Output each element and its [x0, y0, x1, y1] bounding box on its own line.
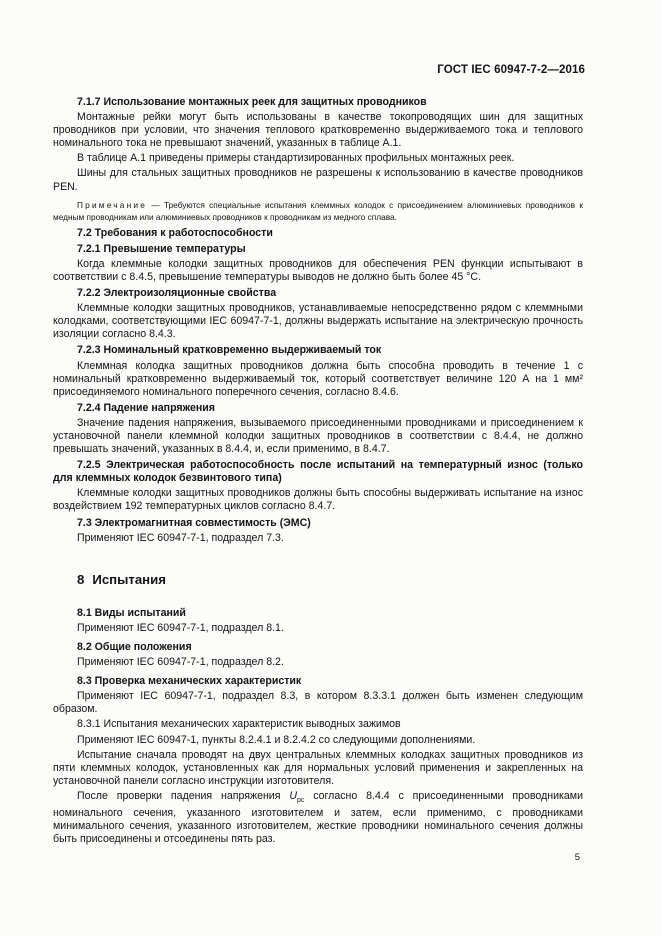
paragraph: Клеммные колодки защитных проводников должны быть способны выдерживать испытание на износ воздействием 192 температурных циклов согласно 8.4.7. [53, 487, 583, 513]
paragraph: Применяют IEC 60947-1, пункты 8.2.4.1 и 8.2.4.2 со следующими дополнениями. [77, 733, 476, 746]
note [53, 199, 583, 223]
paragraph: Шины для стальных защитных проводников не разрешены к использованию в качестве проводников PEN. [53, 167, 583, 193]
heading-7-2-1: 7.2.1 Превышение температуры [77, 242, 246, 255]
heading-8-2: 8.2 Общие положения [77, 641, 192, 653]
paragraph: Клеммная колодка защитных проводников должна быть способна проводить в течение 1 с номинальный кратковременно выдерживаемый ток, который соответствует величине 120 А на 1 мм² присоединяемого номинального поперечного сечения, согласно 8.4.6. [53, 359, 583, 398]
paragraph: Применяют IEC 60947-7-1, подраздел 7.3. [77, 531, 284, 544]
paragraph: Когда клеммные колодки защитных проводников для обеспечения PEN функции испытывают в соответствии с 8.4.5, превышение температуры выводов не должно быть более 45 °С. [53, 257, 583, 283]
paragraph: В таблице А.1 приведены примеры стандартизированных профильных монтажных реек. [77, 152, 515, 165]
section-8-heading [77, 573, 583, 586]
page-number: 5 [574, 852, 580, 863]
document-header: ГОСТ IEC 60947-7-2—2016 [437, 64, 585, 76]
heading-7-2: 7.2 Требования к работоспособности [77, 226, 273, 239]
symbol-subscript: pc [296, 797, 305, 805]
heading-7-3: 7.3 Электромагнитная совместимость (ЭМС) [77, 516, 311, 529]
heading-8-3: 8.3 Проверка механических характеристик [77, 675, 302, 688]
paragraph: Значение падения напряжения, вызываемого присоединенными проводниками и присоединением к установочной панели клеммной колодки защитных проводников в соответствии с 8.4.4, не должно превышать значений, указанных в 8.4.4, и, если применимо, в 8.4.7. [53, 416, 583, 456]
paragraph: Применяют IEC 60947-7-1, подраздел 8.1. [77, 621, 284, 634]
symbol-u: U [289, 789, 297, 802]
heading-8-1: 8.1 Виды испытаний [77, 606, 186, 619]
heading-7-2-5: 7.2.5 Электрическая работоспособность после испытаний на температурный износ (только для клеммных колодок безвинтового типа) [53, 459, 583, 485]
note-label: Примечание [77, 199, 148, 210]
heading-7-2-3: 7.2.3 Номинальный кратковременно выдерживаемый ток [77, 344, 382, 357]
subheading-8-3-1: 8.3.1 Испытания механических характеристик выводных зажимов [77, 718, 401, 731]
section-8-number: 8 [77, 571, 85, 587]
heading-7-2-2: 7.2.2 Электроизоляционные свойства [77, 287, 277, 300]
paragraph: Клеммные колодки защитных проводников, устанавливаемые непосредственно рядом с клеммными колодками, соответствующими IEC 60947-7-1, должны выдержать испытание на электрическую прочность изоляции согласно 8.4.3. [53, 302, 583, 341]
paragraph [53, 790, 583, 846]
paragraph: Применяют IEC 60947-7-1, подраздел 8.2. [77, 656, 284, 669]
paragraph: Испытание сначала проводят на двух центральных клеммных колодках защитных проводников из пяти клеммных колодок, установленных как для нормальных условий применения и закрепленных на установочной панели согласно инструкции изготовителя. [53, 748, 583, 787]
document-body [53, 93, 583, 848]
note-text: — Требуются специальные испытания клеммных колодок с присоединением алюминиевых проводников к медным проводникам или алюминиевых проводников к проводникам из медного сплава. [53, 199, 583, 222]
text-run: После проверки падения напряжения [77, 789, 290, 802]
heading-7-1-7: 7.1.7 Использование монтажных реек для защитных проводников [77, 96, 427, 108]
section-8-title: Испытания [92, 571, 166, 587]
paragraph: Применяют IEC 60947-7-1, подраздел 8.3, в котором 8.3.3.1 должен быть изменен следующим образом. [53, 690, 583, 716]
heading-7-2-4: 7.2.4 Падение напряжения [77, 401, 215, 414]
paragraph: Монтажные рейки могут быть использованы в качестве токопроводящих шин для защитных проводников при условии, что значения теплового кратковременно выдерживаемого тока и теплового номинального тока не превышают значений, указанных в таблице А.1. [53, 111, 583, 150]
text-run: согласно 8.4.4 с присоединенными проводниками номинального сечения, указанного изготовителем и затем, если применимо, с проводниками минимального сечения, указанного изготовителем, жесткие проводники номинального сечения должны быть присоединены и отсоединены пять раз. [53, 789, 583, 846]
